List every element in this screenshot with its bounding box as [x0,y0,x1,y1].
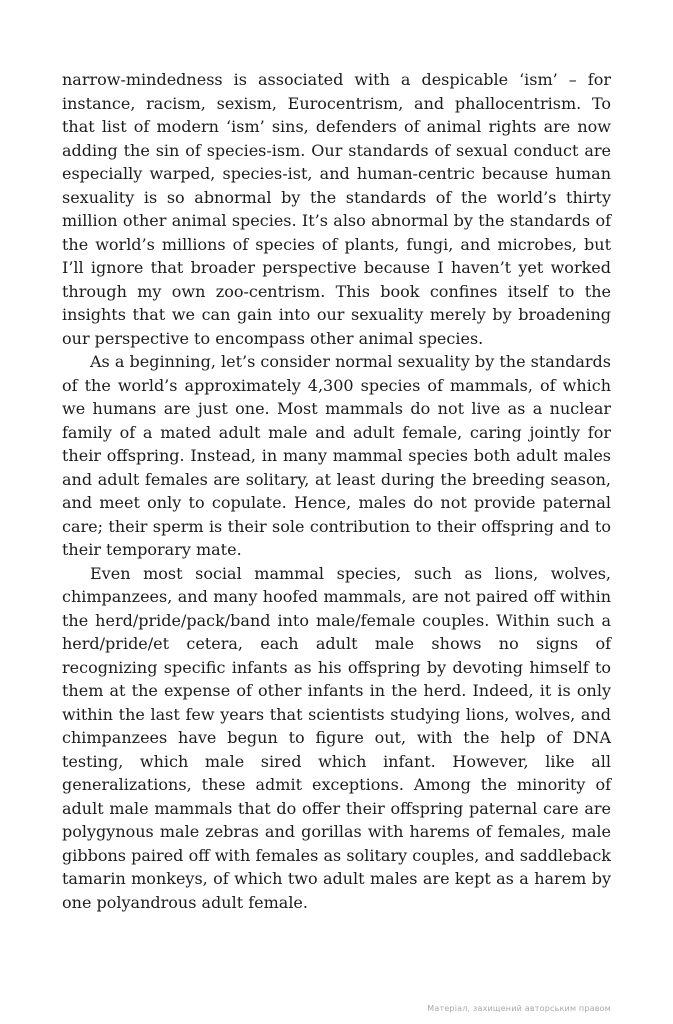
copyright-watermark: Матеріал, захищений авторським правом [427,1004,611,1013]
paragraph-narrow-mindedness: narrow-mindedness is associated with a despicable ‘ism’ – for instance, racism, sexism, Eurocentrism, and phallocentrism. To that list of modern ‘ism’ sins, defenders of animal rights are now adding the sin of species-ism. Our standards of sexual conduct are especially warped, species-ist, and human-centric because human sexuality is so abnormal by the standards of the world’s thirty million other animal species. It’s also abnormal by the standards of the world’s millions of species of plants, fungi, and microbes, but I’ll ignore that broader perspective because I haven’t yet worked through my own zoo-centrism. This book confines itself to the insights that we can gain into our sexuality merely by broadening our perspective to encompass other animal species. [62,70,611,348]
page-text-block [62,68,611,914]
paragraph-social-mammal-species: Even most social mammal species, such as lions, wolves, chimpanzees, and many hoofed mammals, are not paired off within the herd/pride/pack/band into male/female couples. Within such a herd/pride/et cetera, each adult male shows no signs of recognizing specific infants as his offspring by devoting himself to them at the expense of other infants in the herd. Indeed, it is only within the last few years that scientists studying lions, wolves, and chimpanzees have begun to figure out, with the help of DNA testing, which male sired which infant. However, like all generalizations, these admit exceptions. Among the minority of adult male mammals that do offer their offspring paternal care are polygynous male zebras and gorillas with harems of females, male gibbons paired off with females as solitary couples, and saddleback tamarin monkeys, of which two adult males are kept as a harem by one polyandrous adult female. [62,563,611,912]
paragraph-mammal-sexuality-standards: As a beginning, let’s consider normal sexuality by the standards of the world’s approximately 4,300 species of mammals, of which we humans are just one. Most mammals do not live as a nuclear family of a mated adult male and adult female, caring jointly for their offspring. Instead, in many mammal species both adult males and adult females are solitary, at least during the breeding season, and meet only to copulate. Hence, males do not provide paternal care; their sperm is their sole contribution to their offspring and to their temporary mate. [62,352,611,559]
